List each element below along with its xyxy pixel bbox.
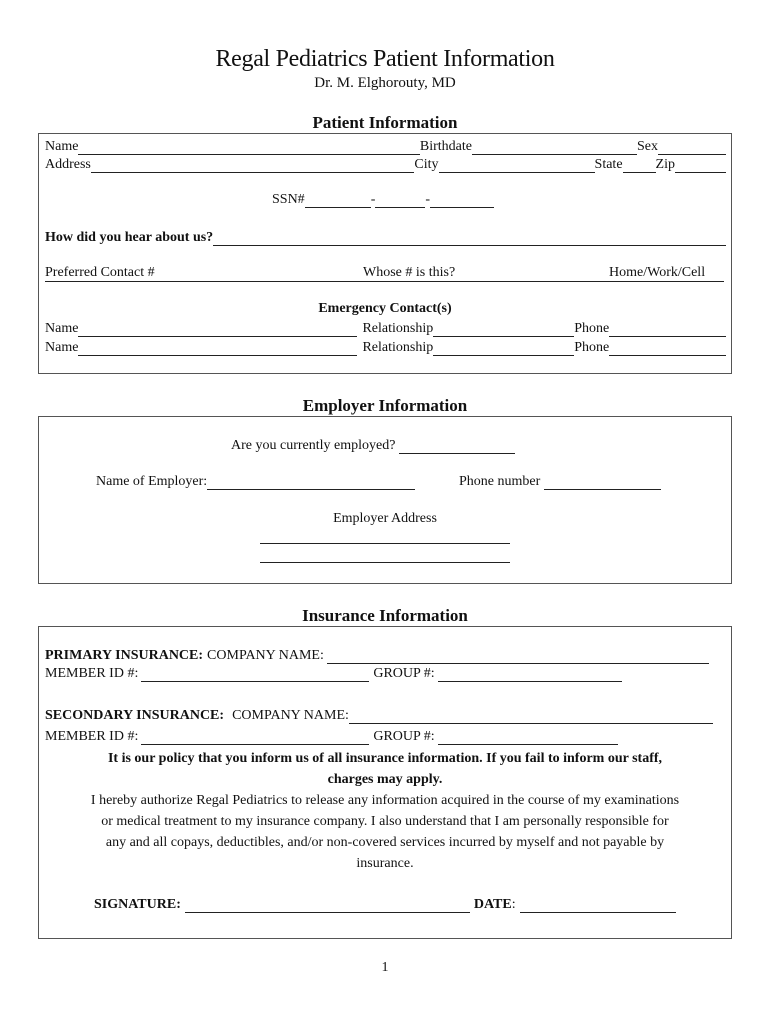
hear-about-row [45,228,726,246]
date-colon: : [511,897,516,912]
ssn-field-1[interactable] [305,193,371,208]
emergency-name-field[interactable] [78,322,357,337]
employer-phone-row [459,474,661,490]
preferred-contact-field[interactable] [45,281,724,282]
authorization-statement [44,790,726,874]
name-field[interactable] [78,140,419,155]
primary-group-label: GROUP #: [373,666,435,681]
city-field[interactable] [439,158,595,173]
ssn-row [272,192,494,208]
patient-name-row [45,137,726,155]
page-title: Regal Pediatrics Patient Information [215,46,555,72]
policy-line: charges may apply. [327,772,443,787]
date-field[interactable] [520,898,676,913]
zip-field[interactable] [675,158,726,173]
address-label: Address [45,157,91,172]
sex-field[interactable] [658,140,726,155]
ssn-field-3[interactable] [430,193,494,208]
secondary-group-field[interactable] [438,730,618,745]
signature-row [94,897,676,913]
insurance-section-title: Insurance Information [302,606,468,625]
employer-name-label: Name of Employer: [96,474,208,489]
primary-insurance-label: PRIMARY INSURANCE: [45,648,204,663]
emergency-relationship-field[interactable] [433,341,574,356]
authorization-line: insurance. [356,856,414,871]
home-work-cell-label: Home/Work/Cell [609,265,706,280]
hear-about-label: How did you hear about us? [45,230,214,245]
zip-label: Zip [655,157,675,172]
authorization-line: I hereby authorize Regal Pediatrics to release any information acquired in the course of my examinations [90,793,680,808]
primary-member-row [45,666,622,682]
emergency-relationship-field[interactable] [433,322,574,337]
preferred-contact-label: Preferred Contact # [45,265,155,280]
primary-member-id-label: MEMBER ID #: [45,666,139,681]
secondary-company-field[interactable] [349,709,713,724]
date-label: DATE [473,897,512,912]
employer-name-field[interactable] [207,475,415,490]
insurance-policy-notice [44,748,726,790]
patient-address-row [45,155,726,173]
sex-label: Sex [637,139,658,154]
employer-name-row [96,474,415,490]
secondary-insurance-row [45,708,713,724]
signature-field[interactable] [185,898,470,913]
authorization-line: any and all copays, deductibles, and/or non-covered services incurred by myself and not payable by [105,835,665,850]
emergency-phone-label: Phone [574,340,610,355]
ssn-label: SSN# [272,192,305,207]
city-label: City [414,157,439,172]
emergency-contacts-title: Emergency Contact(s) [318,301,452,316]
secondary-member-id-label: MEMBER ID #: [45,729,139,744]
name-label: Name [45,139,79,154]
primary-group-field[interactable] [438,667,622,682]
signature-label: SIGNATURE: [94,897,181,912]
secondary-company-label: COMPANY NAME: [232,708,349,723]
emergency-name-field[interactable] [78,341,357,356]
employed-field[interactable] [399,439,515,454]
secondary-member-id-field[interactable] [141,730,369,745]
ssn-field-2[interactable] [375,193,425,208]
employer-address-label: Employer Address [333,511,437,526]
primary-company-field[interactable] [327,649,709,664]
emergency-phone-field[interactable] [609,341,726,356]
page-subtitle: Dr. M. Elghorouty, MD [314,75,456,91]
state-label: State [594,157,623,172]
employer-address-field-1[interactable] [260,543,510,544]
whose-number-label: Whose # is this? [363,265,456,280]
emergency-contact-row [45,319,726,337]
primary-insurance-row [45,648,709,664]
authorization-line: or medical treatment to my insurance company. I also understand that I am personally responsible for [101,814,669,829]
policy-line: It is our policy that you inform us of all insurance information. If you fail to inform our staff, [107,751,663,766]
emergency-relationship-label: Relationship [362,340,434,355]
emergency-phone-field[interactable] [609,322,726,337]
birthdate-label: Birthdate [419,139,472,154]
emergency-contact-row [45,338,726,356]
emergency-name-label: Name [45,340,79,355]
secondary-insurance-label: SECONDARY INSURANCE: [45,708,225,723]
emergency-name-label: Name [45,321,79,336]
state-field[interactable] [623,158,656,173]
employed-row [231,438,515,454]
primary-member-id-field[interactable] [141,667,369,682]
employer-phone-field[interactable] [544,475,661,490]
secondary-member-row [45,729,618,745]
ssn-dash: - [425,192,431,207]
secondary-group-label: GROUP #: [373,729,435,744]
primary-company-label: COMPANY NAME: [207,648,324,663]
patient-section-title: Patient Information [312,113,458,132]
employer-section-title: Employer Information [302,396,468,415]
employer-address-field-2[interactable] [260,562,510,563]
birthdate-field[interactable] [472,140,637,155]
page-number: 1 [381,960,389,975]
emergency-relationship-label: Relationship [362,321,434,336]
employer-phone-label: Phone number [459,474,541,489]
ssn-dash: - [370,192,376,207]
hear-about-field[interactable] [213,231,726,246]
address-field[interactable] [91,158,415,173]
employed-question: Are you currently employed? [231,438,396,453]
emergency-phone-label: Phone [574,321,610,336]
